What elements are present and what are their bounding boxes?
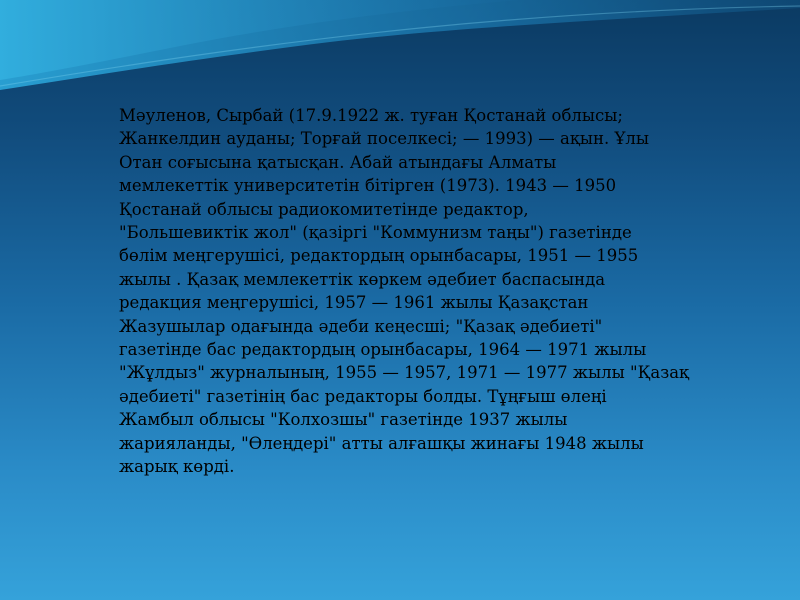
text-line: Жамбыл облысы "Колхозшы" газетінде 1937 жылы bbox=[119, 410, 568, 430]
decorative-wave-band bbox=[0, 0, 800, 110]
text-line: "Большевиктік жол" (қазіргі "Коммунизм таңы") газетінде bbox=[119, 223, 632, 243]
text-line: редакция меңгерушісі, 1957 — 1961 жылы Қазақстан bbox=[119, 293, 589, 313]
text-line: жарық көрді. bbox=[119, 457, 235, 477]
text-line: Мәуленов, Сырбай (17.9.1922 ж. туған Қостанай облысы; bbox=[119, 106, 623, 125]
text-line: бөлім меңгерушісі, редактордың орынбасары, 1951 — 1955 bbox=[119, 246, 639, 266]
text-line: газетінде бас редактордың орынбасары, 1964 — 1971 жылы bbox=[119, 340, 647, 360]
text-line: Отан соғысына қатысқан. Абай атындағы Алматы bbox=[119, 152, 557, 172]
text-line: "Жұлдыз" журналының, 1955 — 1957, 1971 — 1977 жылы "Қазақ bbox=[119, 363, 690, 383]
biography-text bbox=[119, 104, 699, 479]
text-line: мемлекеттік университетін бітірген (1973). 1943 — 1950 bbox=[119, 176, 617, 196]
text-line: Қостанай облысы радиокомитетінде редактор, bbox=[119, 199, 529, 219]
text-line: әдебиеті" газетінің бас редакторы болды. Тұңғыш өлеңі bbox=[119, 386, 607, 406]
text-line: Жазушылар одағында әдеби кеңесші; "Қазақ әдебиеті" bbox=[119, 316, 603, 336]
text-line: жылы . Қазақ мемлекеттік көркем әдебиет баспасында bbox=[119, 269, 606, 289]
text-line: Жанкелдин ауданы; Торғай поселкесі; — 1993) — ақын. Ұлы bbox=[119, 129, 649, 149]
text-line: жарияланды, "Өлеңдері" атты алғашқы жинағы 1948 жылы bbox=[119, 433, 644, 453]
